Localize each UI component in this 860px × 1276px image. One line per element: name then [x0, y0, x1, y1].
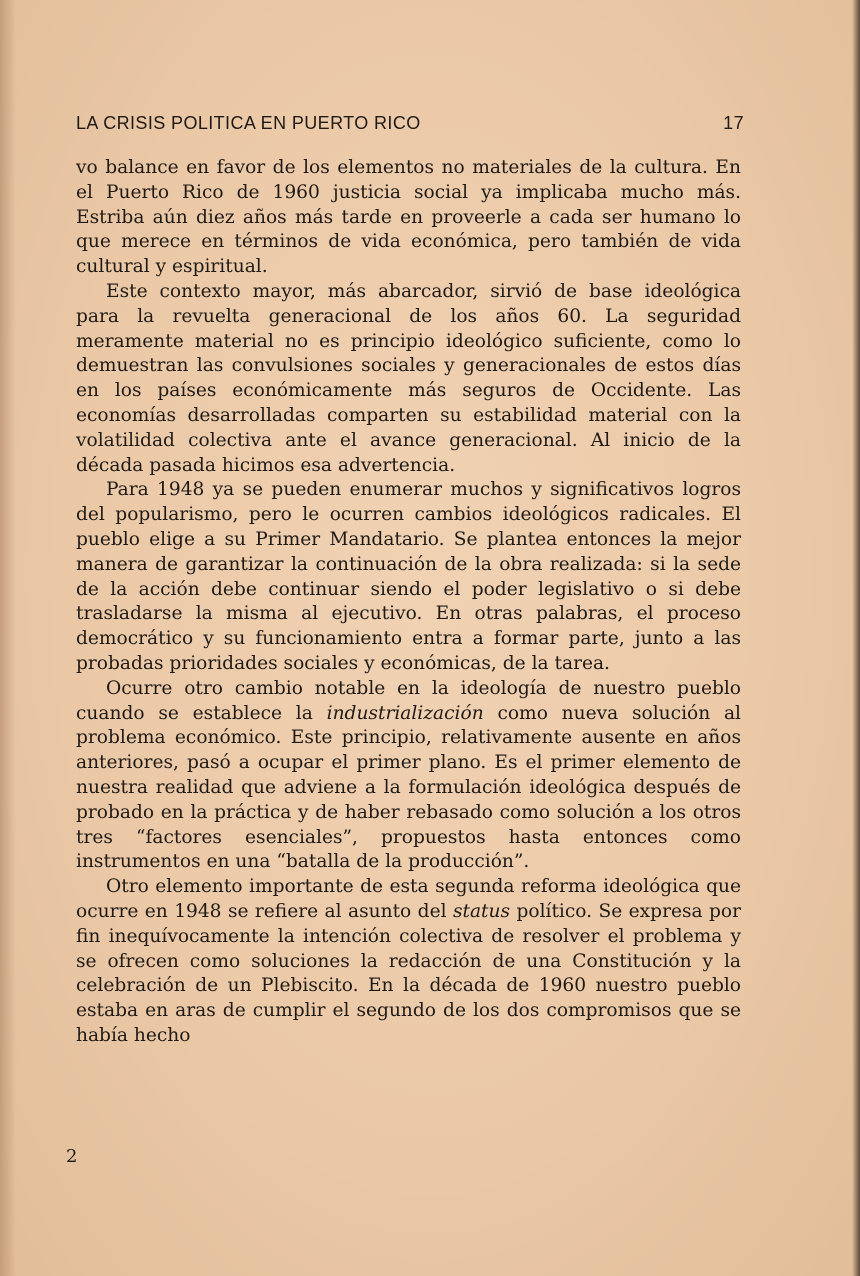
paragraph — [76, 677, 741, 875]
italic-term: industrialización — [326, 702, 484, 724]
text-run: como nueva solución al problema económico. Este principio, relativamente ausente en años anteriores, pasó a ocupar el primer plano. Es el primer elemento de nuestra realidad que adviene a la formulación ideológica después de probado en la práctica y de haber rebasado como solución a los otros tres “factores esenciales”, propuestos hasta entonces como instrumentos en una “batalla de la producción”. — [76, 702, 741, 873]
running-head — [76, 113, 744, 134]
text-run: vo balance en favor de los elementos no materiales de la cultura. En el Puerto Rico de 1960 justicia social ya implicaba mucho más. Estriba aún diez años más tarde en proveerle a cada ser humano lo que merece en términos de vida económica, pero también de vida cultural y espiritual. — [76, 157, 741, 278]
text-run: Para 1948 ya se pueden enumerar muchos y significativos logros del popularismo, pero le ocurren cambios ideológicos radicales. El pueblo elige a su Primer Mandatario. Se plantea entonces la mejor manera de garantizar la continuación de la obra realizada: si la sede de la acción debe continuar siendo el poder legislativo o si debe trasladarse la misma al ejecutivo. En otras palabras, el proceso democrático y su funcionamiento entra a formar parte, junto a las probadas prioridades sociales y económicas, de la tarea. — [76, 479, 741, 674]
paragraph — [76, 280, 741, 478]
text-run: político. Se expresa por fin inequívocamente la intención colectiva de resolver el problema y se ofrecen como soluciones la redacción de una Constitución y la celebración de un Plebiscito. En la década de 1960 nuestro pueblo estaba en aras de cumplir el segundo de los dos compromisos que se había hecho — [76, 900, 741, 1046]
body-text — [76, 156, 741, 1049]
page-shadow-left — [0, 0, 16, 1276]
text-run: Ocurre otro cambio notable en la ideología de nuestro pueblo cuando se establece la — [76, 677, 741, 724]
paragraph — [76, 478, 741, 676]
page-number: 17 — [723, 113, 744, 133]
italic-term: status — [452, 900, 511, 922]
paragraph — [76, 156, 741, 280]
signature-mark: 2 — [66, 1146, 78, 1167]
page-shadow-right — [852, 0, 860, 1276]
paragraph — [76, 875, 741, 1049]
running-head-title: LA CRISIS POLITICA EN PUERTO RICO — [76, 113, 421, 133]
text-run: Este contexto mayor, más abarcador, sirvió de base ideológica para la revuelta generacional de los años 60. La seguridad meramente material no es principio ideológico suficiente, como lo demuestran las convulsiones sociales y generacionales de estos días en los países económicamente más seguros de Occidente. Las economías desarrolladas comparten su estabilidad material con la volatilidad colectiva ante el avance generacional. Al inicio de la década pasada hicimos esa advertencia. — [76, 280, 741, 476]
text-run: Otro elemento importante de esta segunda reforma ideológica que ocurre en 1948 se refiere al asunto del — [76, 876, 741, 922]
